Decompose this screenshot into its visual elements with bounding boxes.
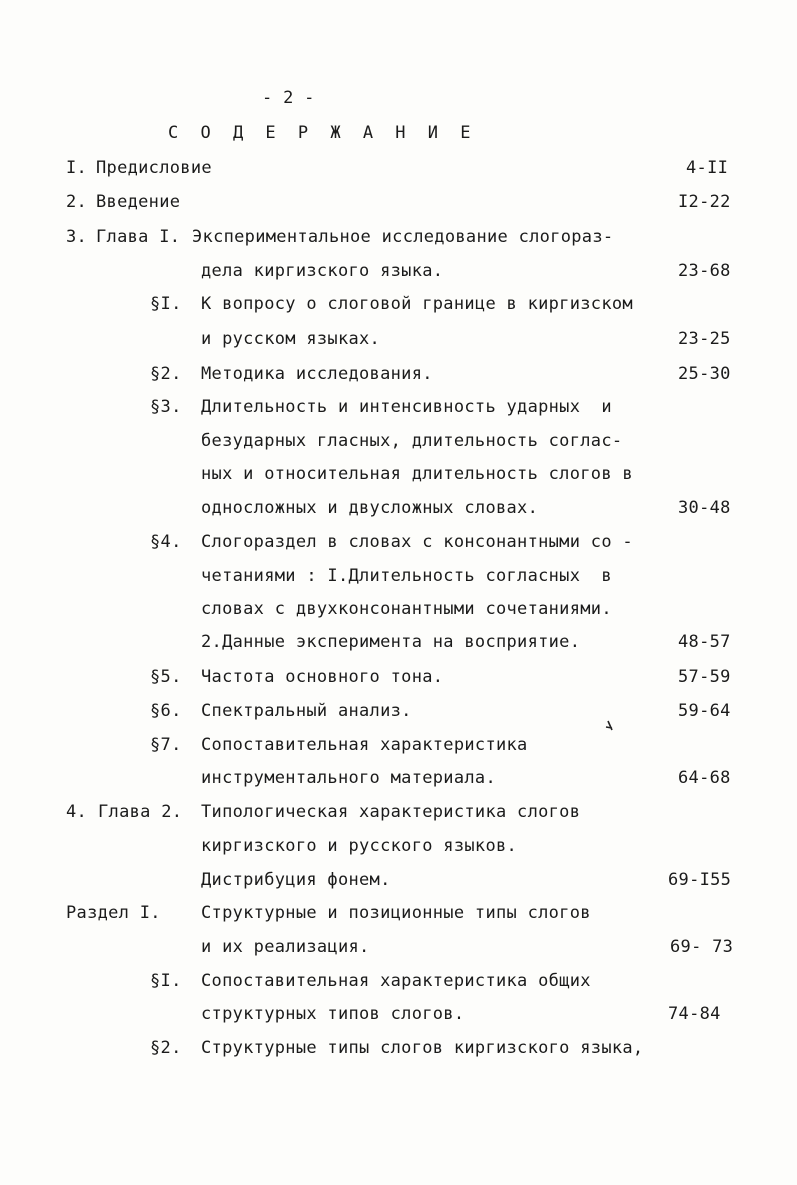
toc-entry-line: Длительность и интенсивность ударных и — [201, 397, 612, 417]
toc-section-number: §I. — [150, 971, 182, 991]
toc-entry-line: структурных типов слогов. — [201, 1004, 465, 1024]
toc-entry-line: четаниями : I.Длительность согласных в — [201, 566, 612, 586]
page-number: - 2 - — [262, 88, 315, 108]
toc-section-number: §2. — [150, 1038, 182, 1058]
toc-entry-text: Предисловие — [96, 158, 212, 178]
toc-pages: 64-68 — [678, 768, 731, 788]
toc-entry-text: Введение — [96, 192, 181, 212]
toc-entry-line: и их реализация. — [201, 937, 370, 957]
toc-section-number: §7. — [150, 735, 182, 755]
toc-entry-line: Экспериментальное исследование слогораз- — [192, 227, 614, 247]
toc-number: 2. — [66, 192, 88, 212]
toc-section-number: §6. — [150, 701, 182, 721]
toc-section-number: §4. — [150, 532, 182, 552]
toc-heading: С О Д Е Р Ж А Н И Е — [168, 123, 477, 143]
toc-pages: 23-68 — [678, 261, 731, 281]
toc-part-label: Раздел I. — [66, 903, 161, 923]
toc-entry-line: Структурные и позиционные типы слогов — [201, 903, 591, 923]
toc-entry-line: Структурные типы слогов киргизского языка, — [201, 1038, 644, 1058]
toc-entry-line: 2.Данные эксперимента на восприятие. — [201, 632, 581, 652]
toc-chapter-label: Глава I. — [96, 227, 181, 247]
toc-number: 4. — [66, 802, 88, 822]
toc-pages: 4-II — [686, 158, 729, 178]
toc-pages: 48-57 — [678, 632, 731, 652]
toc-entry-line: киргизского и русского языков. — [201, 836, 518, 856]
toc-entry-line: К вопросу о слоговой границе в киргизском — [201, 294, 633, 314]
toc-entry-line: Сопоставительная характеристика — [201, 735, 528, 755]
toc-entry-line: и русском языках. — [201, 329, 381, 349]
toc-pages: I2-22 — [678, 192, 731, 212]
toc-entry-line: Частота основного тона. — [201, 667, 444, 687]
toc-entry-line: инструментального материала. — [201, 768, 496, 788]
ink-mark-icon — [604, 718, 616, 734]
toc-pages: 23-25 — [678, 329, 731, 349]
toc-entry-line: ных и относительная длительность слогов в — [201, 464, 633, 484]
toc-entry-line: словах с двухконсонантными сочетаниями. — [201, 599, 612, 619]
toc-entry-line: Типологическая характеристика слогов — [201, 802, 581, 822]
toc-entry-line: Сопоставительная характеристика общих — [201, 971, 591, 991]
toc-number: 3. — [66, 227, 88, 247]
toc-pages: 59-64 — [678, 701, 731, 721]
toc-entry-line: Дистрибуция фонем. — [201, 870, 391, 890]
toc-entry-line: Методика исследования. — [201, 364, 433, 384]
toc-pages: 25-30 — [678, 364, 731, 384]
toc-pages: 30-48 — [678, 498, 731, 518]
toc-pages: 69-I55 — [668, 870, 732, 890]
toc-section-number: §2. — [150, 364, 182, 384]
toc-number: I. — [66, 158, 88, 178]
toc-pages: 74-84 — [668, 1004, 721, 1024]
toc-entry-line: Слогораздел в словах с консонантными со - — [201, 532, 633, 552]
toc-chapter-label: Глава 2. — [98, 802, 183, 822]
toc-entry-line: Спектральный анализ. — [201, 701, 412, 721]
toc-section-number: §3. — [150, 397, 182, 417]
toc-section-number: §5. — [150, 667, 182, 687]
toc-pages: 57-59 — [678, 667, 731, 687]
toc-entry-line: односложных и двусложных словах. — [201, 498, 539, 518]
toc-entry-line: дела киргизского языка. — [201, 261, 444, 281]
toc-section-number: §I. — [150, 294, 182, 314]
toc-pages: 69- 73 — [670, 937, 734, 957]
toc-entry-line: безударных гласных, длительность соглас- — [201, 431, 623, 451]
